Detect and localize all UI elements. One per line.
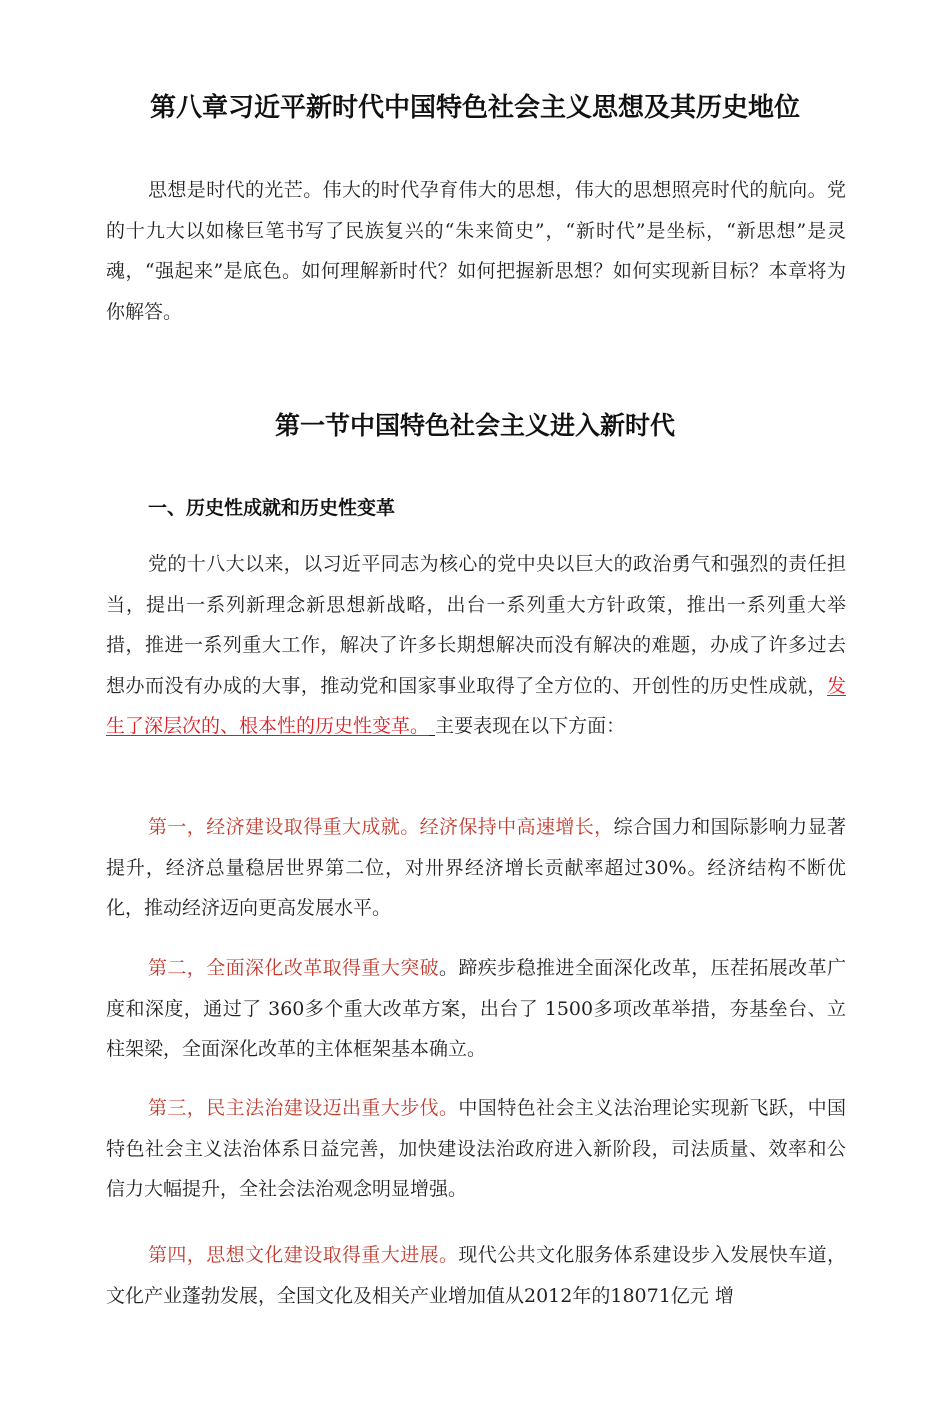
item-culture (106, 1235, 846, 1316)
item-body: 中国特色社会主义法治理论实现新飞跃，中国特色社会主义法治体系日益完善，加快建设法治政府进入新阶段，司法质量、效率和公信力大幅提升，全社会法治观念明显增强。 (106, 1097, 846, 1200)
item-heading: 第三，民主法治建设迈出重大步伐。 (148, 1097, 459, 1119)
item-rule-of-law (106, 1088, 846, 1210)
achievements-paragraph (106, 544, 846, 747)
item-heading: 第二，全面深化改革取得重大突破 (148, 957, 439, 979)
achievements-tail: 主要表现在以下方面： (435, 715, 626, 737)
item-economy (106, 807, 846, 929)
intro-paragraph: 思想是时代的光芒。伟大的时代孕育伟大的思想，伟大的思想照亮时代的航向。党的十九大以如椽巨笔书写了民族复兴的“朱来简史”，“新时代”是坐标，“新思想”是灵魂，“强起来”是底色。如何理解新时代？如何把握新思想？如何实现新目标？本章将为你解答。 (106, 179, 846, 323)
chapter-title: 第八章习近平新时代中国特色社会主义思想及其历史地位 (149, 93, 800, 123)
item-heading: 第一，经济建设取得重大成就。经济保持中高速增长， (148, 816, 614, 838)
item-reform (106, 948, 846, 1070)
item-body: 现代公共文化服务体系建设步入发展快车道，文化产业蓬勃发展，全国文化及相关产业增加值从2012年的18071亿元 增 (106, 1244, 846, 1307)
section-title: 第一节中国特色社会主义进入新时代 (274, 411, 675, 440)
highlighted-phrase: 发生了深层次的、根本性的历史性变革。 (106, 674, 846, 737)
achievements-text: 党的十八大以来，以习近平同志为核心的党中央以巨大的政治勇气和强烈的责任担当，提出一系列新理念新思想新战略，出台一系列重大方针政策，推出一系列重大举措，推进一系列重大工作，解决了许多长期想解决而没有解决的难题，办成了许多过去想办而没有办成的大事，推动党和国家事业取得了全方位的、开创性的历史性成就， (106, 553, 846, 697)
item-body: 。蹄疾步稳推进全面深化改革，压茬拓展改革广度和深度，通过了 360多个重大改革方案，出台了 1500多项改革举措，夯基垒台、立柱架梁，全面深化改革的主体框架基本确立。 (106, 957, 846, 1060)
item-body: 综合国力和国际影响力显著提升，经济总量稳居世界第二位，对卅界经济增长贡献率超过30%。经济结构不断优化，推动经济迈向更高发展水平。 (106, 816, 846, 919)
subsection-title: 一、历史性成就和历史性变革 (148, 497, 396, 519)
item-heading: 第四，思想文化建设取得重大进展。 (148, 1244, 459, 1266)
